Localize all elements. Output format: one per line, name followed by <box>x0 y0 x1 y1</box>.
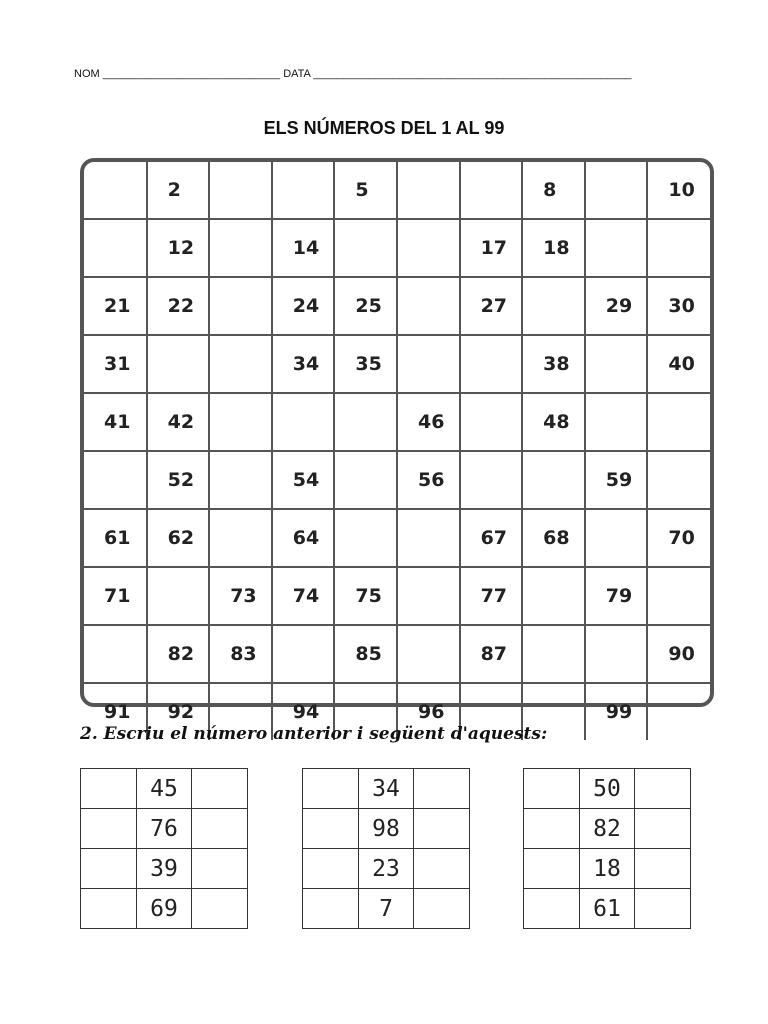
grid-cell-blank[interactable] <box>522 567 585 625</box>
grid-cell-blank[interactable] <box>522 277 585 335</box>
grid-row <box>84 625 710 683</box>
grid-cell-blank[interactable] <box>209 277 272 335</box>
grid-cell-number: 75 <box>334 567 397 625</box>
next-number-blank[interactable] <box>192 889 248 929</box>
grid-cell-number: 10 <box>647 162 710 219</box>
grid-cell-blank[interactable] <box>209 219 272 277</box>
grid-cell-number: 54 <box>272 451 335 509</box>
grid-row <box>84 509 710 567</box>
grid-cell-number: 29 <box>585 277 648 335</box>
grid-cell-blank[interactable] <box>647 393 710 451</box>
exercise-row <box>524 769 691 809</box>
given-number: 82 <box>580 809 635 849</box>
grid-cell-blank[interactable] <box>460 162 523 219</box>
grid-cell-blank[interactable] <box>334 219 397 277</box>
grid-cell-blank[interactable] <box>272 625 335 683</box>
grid-cell-number: 83 <box>209 625 272 683</box>
grid-cell-number: 71 <box>84 567 147 625</box>
grid-row <box>84 451 710 509</box>
grid-cell-number: 74 <box>272 567 335 625</box>
grid-cell-number: 61 <box>84 509 147 567</box>
grid-cell-blank[interactable] <box>84 162 147 219</box>
grid-cell-blank[interactable] <box>397 277 460 335</box>
next-number-blank[interactable] <box>635 849 691 889</box>
grid-cell-number: 70 <box>647 509 710 567</box>
exercise-row <box>524 889 691 929</box>
next-number-blank[interactable] <box>414 809 470 849</box>
given-number: 69 <box>137 889 192 929</box>
grid-cell-blank[interactable] <box>585 335 648 393</box>
exercise-instruction: 2. Escriu el número anterior i següent d'aquests: <box>80 724 548 744</box>
grid-cell-blank[interactable] <box>585 219 648 277</box>
previous-number-blank[interactable] <box>303 769 359 809</box>
next-number-blank[interactable] <box>414 889 470 929</box>
next-number-blank[interactable] <box>635 809 691 849</box>
previous-number-blank[interactable] <box>524 849 580 889</box>
grid-cell-blank[interactable] <box>147 567 210 625</box>
grid-cell-blank[interactable] <box>647 219 710 277</box>
grid-cell-number: 82 <box>147 625 210 683</box>
exercise-row <box>524 809 691 849</box>
given-number: 39 <box>137 849 192 889</box>
number-grid <box>84 162 710 740</box>
given-number: 45 <box>137 769 192 809</box>
grid-row <box>84 162 710 219</box>
grid-cell-number: 21 <box>84 277 147 335</box>
exercise-row <box>81 809 248 849</box>
grid-cell-blank[interactable] <box>84 625 147 683</box>
exercise-row <box>81 769 248 809</box>
number-grid-frame <box>80 158 714 723</box>
next-number-blank[interactable] <box>414 849 470 889</box>
grid-cell-number: 48 <box>522 393 585 451</box>
exercise-row <box>303 889 470 929</box>
exercise-table-1 <box>80 768 248 929</box>
grid-cell-number: 34 <box>272 335 335 393</box>
grid-cell-blank[interactable] <box>334 393 397 451</box>
grid-cell-number: 35 <box>334 335 397 393</box>
grid-cell-blank[interactable] <box>84 219 147 277</box>
given-number: 34 <box>359 769 414 809</box>
grid-cell-blank[interactable] <box>522 625 585 683</box>
grid-cell-blank[interactable] <box>647 683 710 740</box>
grid-cell-number: 68 <box>522 509 585 567</box>
grid-cell-blank[interactable] <box>585 393 648 451</box>
next-number-blank[interactable] <box>635 889 691 929</box>
grid-cell-blank[interactable] <box>209 335 272 393</box>
grid-cell-number: 59 <box>585 451 648 509</box>
grid-cell-blank[interactable] <box>209 509 272 567</box>
grid-cell-blank[interactable] <box>397 567 460 625</box>
grid-cell-number: 56 <box>397 451 460 509</box>
exercise-row <box>524 849 691 889</box>
grid-cell-blank[interactable] <box>585 509 648 567</box>
grid-cell-number: 87 <box>460 625 523 683</box>
grid-cell-number: 18 <box>522 219 585 277</box>
grid-cell-blank[interactable] <box>84 451 147 509</box>
grid-cell-blank[interactable] <box>460 451 523 509</box>
exercise-row <box>303 769 470 809</box>
previous-number-blank[interactable] <box>81 849 137 889</box>
grid-cell-blank[interactable] <box>397 335 460 393</box>
grid-cell-number: 96 <box>397 683 460 740</box>
grid-cell-number: 42 <box>147 393 210 451</box>
grid-cell-blank[interactable] <box>272 393 335 451</box>
grid-cell-blank[interactable] <box>397 219 460 277</box>
given-number: 18 <box>580 849 635 889</box>
exercise-row <box>303 809 470 849</box>
previous-number-blank[interactable] <box>524 769 580 809</box>
grid-cell-number: 46 <box>397 393 460 451</box>
grid-cell-number: 38 <box>522 335 585 393</box>
grid-cell-number: 31 <box>84 335 147 393</box>
next-number-blank[interactable] <box>635 769 691 809</box>
previous-number-blank[interactable] <box>81 769 137 809</box>
exercise-table-3 <box>523 768 691 929</box>
grid-cell-number: 67 <box>460 509 523 567</box>
exercise-row <box>81 849 248 889</box>
given-number: 7 <box>359 889 414 929</box>
grid-cell-blank[interactable] <box>647 567 710 625</box>
given-number: 50 <box>580 769 635 809</box>
grid-cell-number: 24 <box>272 277 335 335</box>
name-date-line: NOM _____________________________ DATA ____________________________________________________ <box>74 68 632 80</box>
grid-cell-blank[interactable] <box>334 509 397 567</box>
grid-cell-number: 14 <box>272 219 335 277</box>
grid-cell-number: 5 <box>334 162 397 219</box>
previous-number-blank[interactable] <box>303 809 359 849</box>
grid-cell-blank[interactable] <box>397 162 460 219</box>
grid-cell-blank[interactable] <box>460 335 523 393</box>
grid-cell-blank[interactable] <box>147 335 210 393</box>
grid-cell-blank[interactable] <box>334 451 397 509</box>
next-number-blank[interactable] <box>192 809 248 849</box>
grid-cell-number: 25 <box>334 277 397 335</box>
grid-cell-blank[interactable] <box>209 393 272 451</box>
grid-row <box>84 393 710 451</box>
page-title: ELS NÚMEROS DEL 1 AL 99 <box>263 118 505 138</box>
previous-number-blank[interactable] <box>81 809 137 849</box>
grid-cell-blank[interactable] <box>647 451 710 509</box>
grid-cell-blank[interactable] <box>397 625 460 683</box>
grid-cell-number: 17 <box>460 219 523 277</box>
grid-cell-number: 77 <box>460 567 523 625</box>
grid-cell-number: 64 <box>272 509 335 567</box>
grid-row <box>84 567 710 625</box>
grid-row <box>84 335 710 393</box>
given-number: 76 <box>137 809 192 849</box>
next-number-blank[interactable] <box>192 849 248 889</box>
grid-cell-number: 22 <box>147 277 210 335</box>
previous-number-blank[interactable] <box>81 889 137 929</box>
grid-cell-number: 2 <box>147 162 210 219</box>
grid-cell-number: 40 <box>647 335 710 393</box>
grid-cell-blank[interactable] <box>272 162 335 219</box>
grid-cell-number: 91 <box>84 683 147 740</box>
grid-row <box>84 277 710 335</box>
grid-cell-number: 52 <box>147 451 210 509</box>
previous-number-blank[interactable] <box>524 889 580 929</box>
grid-cell-number: 99 <box>585 683 648 740</box>
given-number: 23 <box>359 849 414 889</box>
given-number: 61 <box>580 889 635 929</box>
grid-row <box>84 219 710 277</box>
given-number: 98 <box>359 809 414 849</box>
grid-cell-number: 73 <box>209 567 272 625</box>
exercise-table-2 <box>302 768 470 929</box>
grid-cell-number: 85 <box>334 625 397 683</box>
grid-cell-number: 79 <box>585 567 648 625</box>
exercise-row <box>81 889 248 929</box>
previous-number-blank[interactable] <box>303 889 359 929</box>
next-number-blank[interactable] <box>192 769 248 809</box>
grid-cell-number: 41 <box>84 393 147 451</box>
grid-cell-blank[interactable] <box>209 451 272 509</box>
grid-cell-number: 27 <box>460 277 523 335</box>
grid-cell-number: 8 <box>522 162 585 219</box>
grid-cell-blank[interactable] <box>522 451 585 509</box>
grid-cell-number: 90 <box>647 625 710 683</box>
previous-number-blank[interactable] <box>524 809 580 849</box>
grid-cell-number: 92 <box>147 683 210 740</box>
grid-cell-number: 62 <box>147 509 210 567</box>
grid-cell-blank[interactable] <box>585 625 648 683</box>
exercise-row <box>303 849 470 889</box>
grid-cell-blank[interactable] <box>585 162 648 219</box>
previous-number-blank[interactable] <box>303 849 359 889</box>
grid-cell-blank[interactable] <box>397 509 460 567</box>
grid-cell-number: 30 <box>647 277 710 335</box>
grid-cell-number: 12 <box>147 219 210 277</box>
grid-cell-blank[interactable] <box>209 162 272 219</box>
grid-cell-blank[interactable] <box>460 393 523 451</box>
grid-cell-number: 94 <box>272 683 335 740</box>
next-number-blank[interactable] <box>414 769 470 809</box>
